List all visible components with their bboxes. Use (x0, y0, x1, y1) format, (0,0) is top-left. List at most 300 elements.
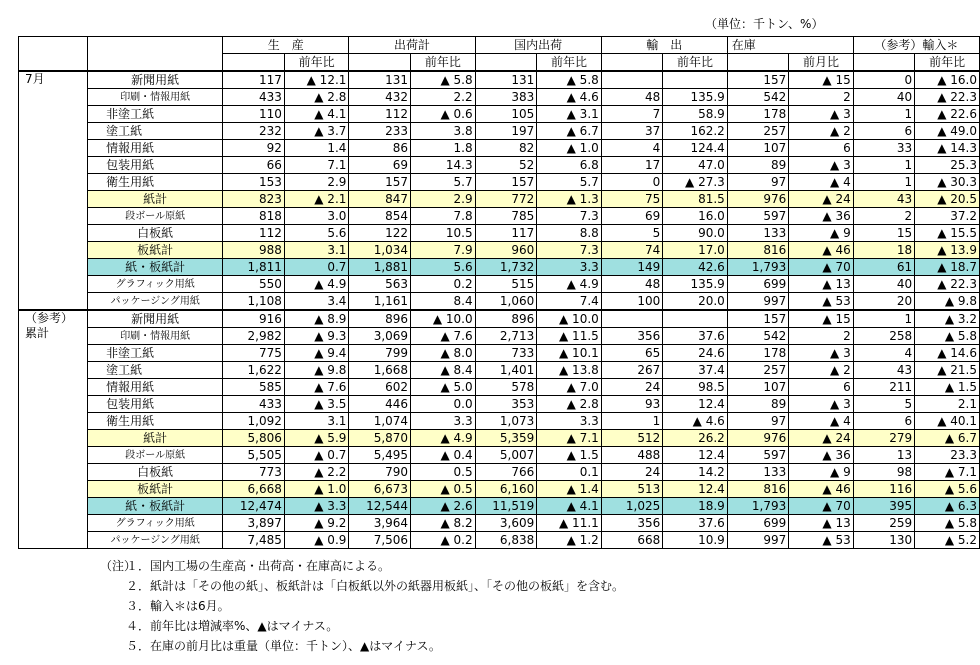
header-row-sub (19, 54, 980, 72)
table-cell: 24 (601, 379, 662, 396)
table-cell: 20.0 (663, 293, 728, 311)
table-cell: 7.3 (537, 208, 602, 225)
footnote-2 (100, 576, 624, 596)
table-cell: 854 (349, 208, 411, 225)
table-cell: ▲ 1.3 (537, 191, 602, 208)
table-cell: 1.8 (411, 140, 476, 157)
row-label: 塗工紙 (88, 123, 223, 140)
row-label: 衛生用紙 (88, 413, 223, 430)
table-cell: ▲ 1.0 (284, 481, 349, 498)
table-cell: 157 (475, 174, 537, 191)
row-label: パッケージング用紙 (88, 293, 223, 311)
table-cell: 61 (853, 259, 914, 276)
table-cell: 6 (789, 140, 853, 157)
table-cell: ▲ 8.9 (284, 310, 349, 328)
table-cell: 7.9 (411, 242, 476, 259)
table-cell: 5,505 (223, 447, 285, 464)
table-cell: ▲ 4 (789, 174, 853, 191)
table-cell: 112 (223, 225, 285, 242)
table-cell: 6,673 (349, 481, 411, 498)
table-cell: 847 (349, 191, 411, 208)
table-cell: 257 (727, 123, 788, 140)
table-cell: 563 (349, 276, 411, 293)
table-cell: 135.9 (663, 276, 728, 293)
table-cell: 48 (601, 276, 662, 293)
table-cell: 5,007 (475, 447, 537, 464)
table-cell: 3,069 (349, 328, 411, 345)
table-cell: 0.0 (411, 396, 476, 413)
table-cell: ▲ 3.7 (284, 123, 349, 140)
table-cell: 4 (601, 140, 662, 157)
table-cell: ▲ 5.2 (915, 532, 980, 549)
table-cell: 82 (475, 140, 537, 157)
table-cell: 14.2 (663, 464, 728, 481)
table-cell: ▲ 0.7 (284, 447, 349, 464)
table-cell: ▲ 5.0 (411, 379, 476, 396)
table-cell: 3.3 (411, 413, 476, 430)
header-blank-4 (88, 54, 223, 72)
header-imports-yoy: 前年比 (915, 54, 980, 72)
table-cell: 668 (601, 532, 662, 549)
table-cell: 433 (223, 89, 285, 106)
table-cell: 131 (349, 71, 411, 89)
table-cell: 52 (475, 157, 537, 174)
table-cell: 1 (853, 174, 914, 191)
table-cell: ▲ 22.3 (915, 276, 980, 293)
table-cell: 896 (349, 310, 411, 328)
table-cell: 37.2 (915, 208, 980, 225)
paper-statistics-table (18, 36, 980, 549)
table-cell: 58.9 (663, 106, 728, 123)
table-cell: 997 (727, 532, 788, 549)
table-cell: ▲ 4.1 (284, 106, 349, 123)
table-cell: 24.6 (663, 345, 728, 362)
table-cell: 17 (601, 157, 662, 174)
table-cell: 66 (223, 157, 285, 174)
table-cell: ▲ 8.2 (411, 515, 476, 532)
table-cell: ▲ 5.6 (915, 481, 980, 498)
table-row (19, 259, 980, 276)
table-cell: 133 (727, 225, 788, 242)
table-cell: 733 (475, 345, 537, 362)
table-cell: ▲ 10.0 (537, 310, 602, 328)
table-cell: 10.9 (663, 532, 728, 549)
table-cell: 3.1 (284, 413, 349, 430)
table-cell: 133 (727, 464, 788, 481)
table-cell: 2 (789, 328, 853, 345)
header-domestic-value (475, 54, 537, 72)
table-cell: 259 (853, 515, 914, 532)
table-cell: 4 (853, 345, 914, 362)
table-cell: 5,806 (223, 430, 285, 447)
table-cell: 279 (853, 430, 914, 447)
table-cell: 92 (223, 140, 285, 157)
table-cell: 232 (223, 123, 285, 140)
table-cell: 17.0 (663, 242, 728, 259)
table-cell: ▲ 15 (789, 310, 853, 328)
table-cell: ▲ 21.5 (915, 362, 980, 379)
table-cell: 0 (601, 174, 662, 191)
table-cell: 74 (601, 242, 662, 259)
table-cell: ▲ 9 (789, 464, 853, 481)
table-cell: 6,668 (223, 481, 285, 498)
table-cell: 13 (853, 447, 914, 464)
table-cell: 93 (601, 396, 662, 413)
table-cell: 105 (475, 106, 537, 123)
table-cell: ▲ 14.6 (915, 345, 980, 362)
table-cell: 37.6 (663, 328, 728, 345)
table-cell: ▲ 9.8 (915, 293, 980, 311)
footnote-4 (100, 616, 624, 636)
table-cell (601, 310, 662, 328)
table-cell: 1.4 (284, 140, 349, 157)
table-cell: ▲ 8.0 (411, 345, 476, 362)
table-cell: ▲ 5.8 (537, 71, 602, 89)
table-cell: 775 (223, 345, 285, 362)
table-cell: ▲ 2.2 (284, 464, 349, 481)
header-shipments-yoy: 前年比 (411, 54, 476, 72)
table-cell: 48 (601, 89, 662, 106)
header-production-yoy: 前年比 (284, 54, 349, 72)
table-cell: ▲ 12.1 (284, 71, 349, 89)
table-cell: ▲ 24 (789, 430, 853, 447)
table-cell: ▲ 13 (789, 515, 853, 532)
table-cell: 0 (853, 71, 914, 89)
table-cell: 8.8 (537, 225, 602, 242)
table-cell: ▲ 4 (789, 413, 853, 430)
table-cell: ▲ 13 (789, 276, 853, 293)
table-cell: 37.4 (663, 362, 728, 379)
table-cell: 5 (853, 396, 914, 413)
table-cell: 2 (789, 89, 853, 106)
header-inventory-mom: 前月比 (789, 54, 853, 72)
row-label: 新聞用紙 (88, 310, 223, 328)
table-cell: 178 (727, 106, 788, 123)
table-cell: ▲ 30.3 (915, 174, 980, 191)
footnote-1 (100, 556, 624, 576)
table-cell: ▲ 11.1 (537, 515, 602, 532)
table-cell: 3.1 (284, 242, 349, 259)
table-row (19, 345, 980, 362)
table-cell: 37.6 (663, 515, 728, 532)
table-cell: 107 (727, 140, 788, 157)
table-cell: ▲ 36 (789, 447, 853, 464)
table-cell: 7 (601, 106, 662, 123)
table-cell: 5 (601, 225, 662, 242)
table-cell: ▲ 10.0 (411, 310, 476, 328)
row-label: 紙・板紙計 (88, 259, 223, 276)
table-cell: 356 (601, 515, 662, 532)
table-cell: 2.1 (915, 396, 980, 413)
table-cell: ▲ 3.2 (915, 310, 980, 328)
table-cell: 178 (727, 345, 788, 362)
table-cell: ▲ 3.5 (284, 396, 349, 413)
table-row (19, 481, 980, 498)
table-cell: 5.6 (411, 259, 476, 276)
table-cell: ▲ 9.4 (284, 345, 349, 362)
table-cell: 75 (601, 191, 662, 208)
table-cell: 12,474 (223, 498, 285, 515)
table-cell: 5.7 (537, 174, 602, 191)
table-cell: 597 (727, 447, 788, 464)
table-row (19, 242, 980, 259)
table-cell: 433 (223, 396, 285, 413)
table-row (19, 515, 980, 532)
table-cell: ▲ 4.6 (537, 89, 602, 106)
table-cell: 7.1 (284, 157, 349, 174)
header-inventory: 在庫 (727, 37, 853, 54)
table-cell: ▲ 70 (789, 498, 853, 515)
table-cell: ▲ 53 (789, 532, 853, 549)
table-cell: 0.2 (411, 276, 476, 293)
table-cell: 89 (727, 157, 788, 174)
table-cell: 40 (853, 89, 914, 106)
table-cell: 100 (601, 293, 662, 311)
table-cell: 5.6 (284, 225, 349, 242)
table-cell: 766 (475, 464, 537, 481)
table-cell: ▲ 5.8 (915, 328, 980, 345)
table-cell: 1,668 (349, 362, 411, 379)
table-body (19, 71, 980, 549)
table-cell: ▲ 2.6 (411, 498, 476, 515)
table-cell: ▲ 0.4 (411, 447, 476, 464)
table-cell: ▲ 8.4 (411, 362, 476, 379)
table-cell: 3.4 (284, 293, 349, 311)
table-cell: ▲ 27.3 (663, 174, 728, 191)
table-cell: ▲ 0.2 (411, 532, 476, 549)
table-cell: 2.9 (284, 174, 349, 191)
table-cell: 1,732 (475, 259, 537, 276)
table-cell: 86 (349, 140, 411, 157)
table-row (19, 208, 980, 225)
table-cell: 597 (727, 208, 788, 225)
table-cell: 11,519 (475, 498, 537, 515)
table-cell: ▲ 70 (789, 259, 853, 276)
table-row (19, 328, 980, 345)
table-cell: ▲ 6.3 (915, 498, 980, 515)
table-row (19, 71, 980, 89)
table-cell: ▲ 5.8 (411, 71, 476, 89)
table-cell: 130 (853, 532, 914, 549)
table-cell: 896 (475, 310, 537, 328)
table-cell: 0.1 (537, 464, 602, 481)
table-cell: 8.4 (411, 293, 476, 311)
table-cell: 16.0 (663, 208, 728, 225)
table-cell: 3.3 (537, 413, 602, 430)
table-cell: 1,073 (475, 413, 537, 430)
footnote-5 (100, 636, 624, 656)
table-cell: 488 (601, 447, 662, 464)
footnote-prefix: （注） (100, 559, 137, 573)
table-cell: 98 (853, 464, 914, 481)
table-cell: 383 (475, 89, 537, 106)
table-cell: 233 (349, 123, 411, 140)
table-cell: ▲ 36 (789, 208, 853, 225)
table-cell: ▲ 2.8 (537, 396, 602, 413)
table-cell: 149 (601, 259, 662, 276)
table-cell: ▲ 5.9 (284, 430, 349, 447)
header-production-value (223, 54, 285, 72)
table-cell: 699 (727, 276, 788, 293)
header-exports-yoy: 前年比 (663, 54, 728, 72)
table-cell: 107 (727, 379, 788, 396)
table-cell: 24 (601, 464, 662, 481)
table-cell: 1,793 (727, 259, 788, 276)
table-cell: ▲ 4.9 (537, 276, 602, 293)
table-cell: 1,034 (349, 242, 411, 259)
table-cell: ▲ 53 (789, 293, 853, 311)
table-cell: 40 (853, 276, 914, 293)
table-cell: ▲ 15.5 (915, 225, 980, 242)
table-cell: 0.5 (411, 464, 476, 481)
row-label: 新聞用紙 (88, 71, 223, 89)
table-cell: ▲ 4.9 (284, 276, 349, 293)
row-label: パッケージング用紙 (88, 532, 223, 549)
table-cell: 3.3 (537, 259, 602, 276)
table-cell: 37 (601, 123, 662, 140)
table-cell: ▲ 22.6 (915, 106, 980, 123)
footnote-text: ２．紙計は「その他の紙」、板紙計は「白板紙以外の紙器用板紙」、「その他の板紙」を含む。 (126, 579, 625, 593)
table-cell: 211 (853, 379, 914, 396)
table-cell: ▲ 20.5 (915, 191, 980, 208)
table-cell: 988 (223, 242, 285, 259)
table-cell: 122 (349, 225, 411, 242)
row-label: グラフィック用紙 (88, 515, 223, 532)
table-cell: 20 (853, 293, 914, 311)
table-cell: 816 (727, 242, 788, 259)
header-exports: 輸 出 (601, 37, 727, 54)
table-cell: 162.2 (663, 123, 728, 140)
table-cell: 512 (601, 430, 662, 447)
row-label: 板紙計 (88, 481, 223, 498)
row-label: 印刷・情報用紙 (88, 328, 223, 345)
table-cell: 43 (853, 362, 914, 379)
table-cell: ▲ 2 (789, 123, 853, 140)
table-cell: 33 (853, 140, 914, 157)
table-row (19, 89, 980, 106)
table-cell: ▲ 3 (789, 345, 853, 362)
table-cell: 7,506 (349, 532, 411, 549)
table-cell: 1,108 (223, 293, 285, 311)
table-cell: 157 (727, 71, 788, 89)
table-cell: ▲ 2.8 (284, 89, 349, 106)
table-cell: ▲ 0.9 (284, 532, 349, 549)
header-row-groups (19, 37, 980, 54)
table-cell: 3,964 (349, 515, 411, 532)
table-cell: ▲ 2.1 (284, 191, 349, 208)
table-cell: 3.0 (284, 208, 349, 225)
table-row (19, 123, 980, 140)
table-cell: ▲ 1.4 (537, 481, 602, 498)
table-cell: 258 (853, 328, 914, 345)
table-cell: 6,838 (475, 532, 537, 549)
table-cell: ▲ 16.0 (915, 71, 980, 89)
table-cell: ▲ 9.2 (284, 515, 349, 532)
table-row (19, 532, 980, 549)
table-row (19, 362, 980, 379)
table-cell: 18 (853, 242, 914, 259)
table-cell (663, 71, 728, 89)
table-cell: 90.0 (663, 225, 728, 242)
header-production: 生 産 (223, 37, 349, 54)
table-cell: ▲ 18.7 (915, 259, 980, 276)
table-cell: ▲ 3 (789, 396, 853, 413)
table-cell: ▲ 49.0 (915, 123, 980, 140)
table-cell: ▲ 3 (789, 157, 853, 174)
table-cell: ▲ 7.6 (284, 379, 349, 396)
table-cell: 12.4 (663, 396, 728, 413)
table-cell: 197 (475, 123, 537, 140)
footnote-3 (100, 596, 624, 616)
table-cell: 1,074 (349, 413, 411, 430)
table-cell: 1,092 (223, 413, 285, 430)
table-cell: ▲ 1.0 (537, 140, 602, 157)
table-cell: 5,359 (475, 430, 537, 447)
table-cell: 42.6 (663, 259, 728, 276)
table-cell: 15 (853, 225, 914, 242)
table-cell: ▲ 13.9 (915, 242, 980, 259)
table-cell: 117 (475, 225, 537, 242)
table-cell: 2.9 (411, 191, 476, 208)
table-cell: 7.4 (537, 293, 602, 311)
footnote-text: ３．輸入＊は6月。 (126, 599, 230, 613)
table-cell (663, 310, 728, 328)
table-cell: ▲ 7.0 (537, 379, 602, 396)
table-cell: 353 (475, 396, 537, 413)
table-cell: 131 (475, 71, 537, 89)
unit-note: （単位：千トン、%） (705, 17, 824, 31)
footnote-text: １．国内工場の生産高・出荷高・在庫高による。 (126, 559, 391, 573)
section-label: 7月 (19, 71, 88, 310)
footnote-text: ４．前年比は増減率%、▲はマイナス。 (126, 619, 339, 633)
table-cell: 395 (853, 498, 914, 515)
table-cell: 785 (475, 208, 537, 225)
header-blank-2 (88, 37, 223, 54)
table-cell: 98.5 (663, 379, 728, 396)
table-cell: ▲ 11.5 (537, 328, 602, 345)
table-cell: 12,544 (349, 498, 411, 515)
footnotes (100, 556, 624, 656)
table-cell: ▲ 10.1 (537, 345, 602, 362)
footnote-text: ５．在庫の前月比は重量（単位：千トン）、▲はマイナス。 (126, 639, 441, 653)
table-cell: ▲ 3 (789, 106, 853, 123)
table-cell: 110 (223, 106, 285, 123)
table-cell: 2,982 (223, 328, 285, 345)
table-cell: 112 (349, 106, 411, 123)
table-row (19, 106, 980, 123)
table-cell: 69 (601, 208, 662, 225)
row-label: 段ボール原紙 (88, 447, 223, 464)
row-label: 紙・板紙計 (88, 498, 223, 515)
table-cell: 153 (223, 174, 285, 191)
table-cell: 3.8 (411, 123, 476, 140)
table-cell: 1 (601, 413, 662, 430)
header-imports: （参考）輸入＊ (853, 37, 979, 54)
table-cell: 5.7 (411, 174, 476, 191)
table-cell: 585 (223, 379, 285, 396)
table-cell: 157 (349, 174, 411, 191)
table-cell: 25.3 (915, 157, 980, 174)
table-row (19, 413, 980, 430)
table-cell: 10.5 (411, 225, 476, 242)
row-label: グラフィック用紙 (88, 276, 223, 293)
table-row (19, 276, 980, 293)
table-cell: 2.2 (411, 89, 476, 106)
table-cell: 97 (727, 174, 788, 191)
table-cell: 157 (727, 310, 788, 328)
header-domestic: 国内出荷 (475, 37, 601, 54)
table-cell: 124.4 (663, 140, 728, 157)
